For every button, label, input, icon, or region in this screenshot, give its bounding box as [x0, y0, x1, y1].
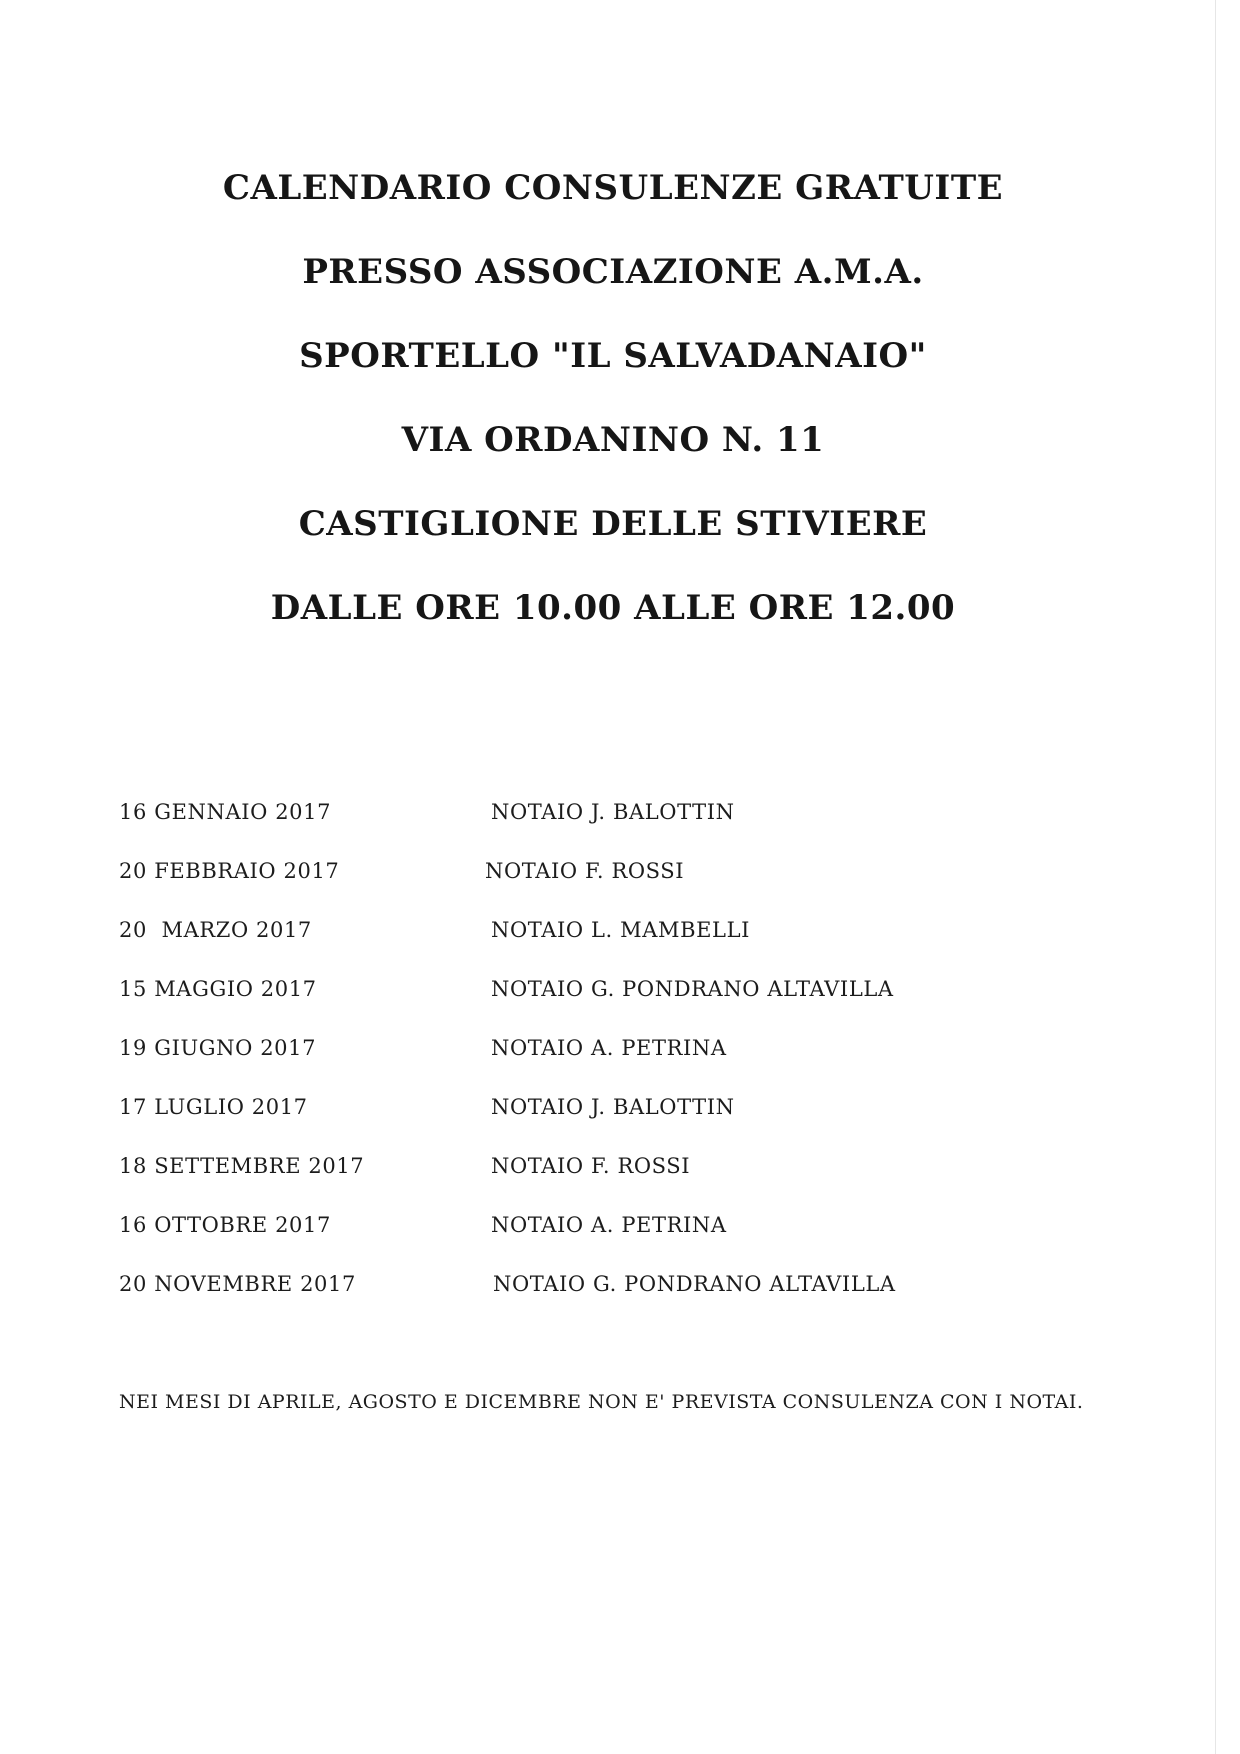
schedule-date: 15 MAGGIO 2017 — [119, 977, 317, 1001]
schedule-date: 20 NOVEMBRE 2017 — [119, 1272, 356, 1296]
heading-association: PRESSO ASSOCIAZIONE A.M.A. — [302, 252, 924, 292]
schedule-row — [119, 1213, 1019, 1272]
closure-note: NEI MESI DI APRILE, AGOSTO E DICEMBRE NON E' PREVISTA CONSULENZA CON I NOTAI. — [119, 1391, 1084, 1413]
schedule-row — [119, 800, 1019, 859]
schedule-notary: NOTAIO G. PONDRANO ALTAVILLA — [493, 1272, 896, 1296]
schedule-date: 20 FEBBRAIO 2017 — [119, 859, 340, 883]
heading-city: CASTIGLIONE DELLE STIVIERE — [298, 504, 928, 544]
schedule-notary: NOTAIO J. BALOTTIN — [491, 800, 735, 824]
schedule-date: 20 MARZO 2017 — [119, 918, 312, 942]
document-heading — [0, 146, 1226, 650]
schedule-date: 16 OTTOBRE 2017 — [119, 1213, 331, 1237]
schedule-row — [119, 977, 1019, 1036]
schedule-date: 17 LUGLIO 2017 — [119, 1095, 308, 1119]
schedule-row — [119, 918, 1019, 977]
schedule-date: 19 GIUGNO 2017 — [119, 1036, 317, 1060]
heading-office: SPORTELLO "IL SALVADANAIO" — [299, 336, 927, 376]
schedule-date: 18 SETTEMBRE 2017 — [119, 1154, 365, 1178]
schedule-row — [119, 1154, 1019, 1213]
schedule-row — [119, 1095, 1019, 1154]
consultation-schedule — [119, 800, 1019, 1331]
schedule-row — [119, 1272, 1019, 1331]
schedule-notary: NOTAIO A. PETRINA — [491, 1213, 727, 1237]
heading-title: CALENDARIO CONSULENZE GRATUITE — [222, 168, 1004, 208]
schedule-row — [119, 859, 1019, 918]
schedule-notary: NOTAIO G. PONDRANO ALTAVILLA — [491, 977, 894, 1001]
schedule-notary: NOTAIO F. ROSSI — [491, 1154, 691, 1178]
heading-address: VIA ORDANINO N. 11 — [401, 420, 825, 460]
schedule-row — [119, 1036, 1019, 1095]
schedule-notary: NOTAIO L. MAMBELLI — [491, 918, 751, 942]
schedule-notary: NOTAIO F. ROSSI — [485, 859, 685, 883]
schedule-notary: NOTAIO A. PETRINA — [491, 1036, 727, 1060]
heading-hours: DALLE ORE 10.00 ALLE ORE 12.00 — [270, 588, 956, 628]
schedule-notary: NOTAIO J. BALOTTIN — [491, 1095, 735, 1119]
schedule-date: 16 GENNAIO 2017 — [119, 800, 332, 824]
